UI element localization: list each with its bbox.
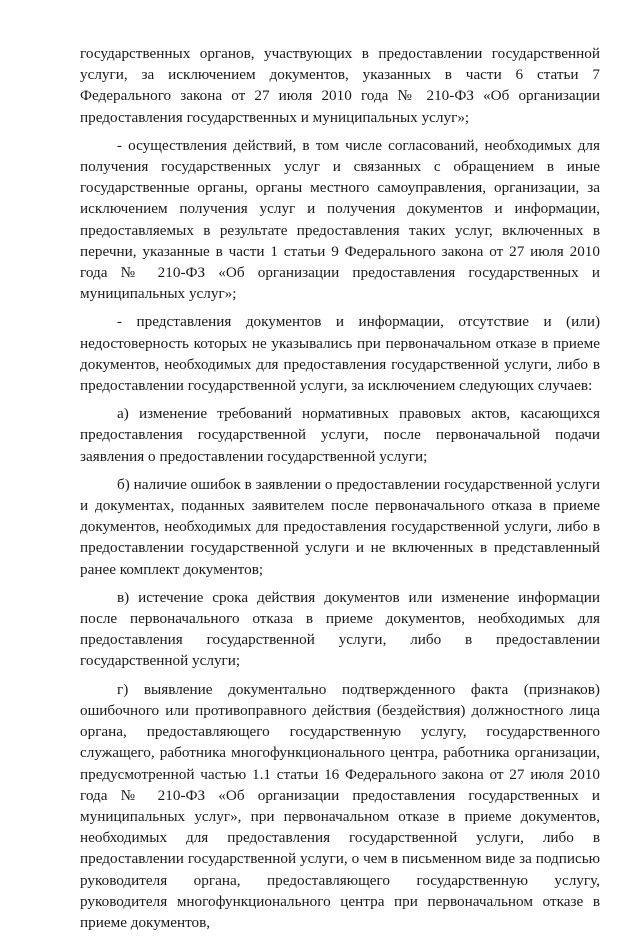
paragraph-case-b: б) наличие ошибок в заявлении о предоставлении государственной услуги и документах, поданных заявителем после первоначального отказа в приеме документов, необходимых для предоставления государственной услуги, либо в предоставлении государственной услуги и не включенных в представленный ранее комплект документов;	[80, 475, 600, 578]
document-body	[80, 43, 600, 940]
paragraph-case-a: а) изменение требований нормативных правовых актов, касающихся предоставления государственной услуги, после первоначальной подачи заявления о предоставлении государственной услуги;	[80, 405, 600, 465]
paragraph-case-v: в) истечение срока действия документов или изменение информации после первоначального отказа в приеме документов, необходимых для предоставления государственной услуги, либо в предоставлении государственной услуги;	[80, 588, 600, 670]
paragraph-documents-information: - представления документов и информации, отсутствие и (или) недостоверность которых не указывались при первоначальном отказе в приеме документов, необходимых для предоставления государственной услуги, либо в предоставлении государственной услуги, за исключением следующих случаев:	[80, 313, 600, 395]
paragraph-actions-approvals: - осуществления действий, в том числе согласований, необходимых для получения государственных услуг и связанных с обращением в иные государственные органы, органы местного самоуправления, организации, за исключением получения услуг и получения документов и информации, предоставляемых в результате предоставления таких услуг, включенных в перечни, указанные в части 1 статьи 9 Федерального закона от 27 июля 2010 года № 210-ФЗ «Об организации предоставления государственных и муниципальных услуг»;	[80, 136, 600, 303]
paragraph-government-bodies: государственных органов, участвующих в предоставлении государственной услуги, за исключением документов, указанных в части 6 статьи 7 Федерального закона от 27 июля 2010 года № 210-ФЗ «Об организации предоставления государственных и муниципальных услуг»;	[80, 45, 600, 126]
paragraph-case-g: г) выявление документально подтвержденного факта (признаков) ошибочного или противоправного действия (бездействия) должностного лица органа, предоставляющего государственную услугу, государственного служащего, работника многофункционального центра, работника организации, предусмотренной частью 1.1 статьи 16 Федерального закона от 27 июля 2010 года № 210-ФЗ «Об организации предоставления государственных и муниципальных услуг», при первоначальном отказе в приеме документов, необходимых для предоставления государственной услуги, либо в предоставлении государственной услуги, о чем в письменном виде за подписью руководителя органа, предоставляющего государственную услугу, руководителя многофункционального центра при первоначальном отказе в приеме документов,	[80, 680, 600, 931]
